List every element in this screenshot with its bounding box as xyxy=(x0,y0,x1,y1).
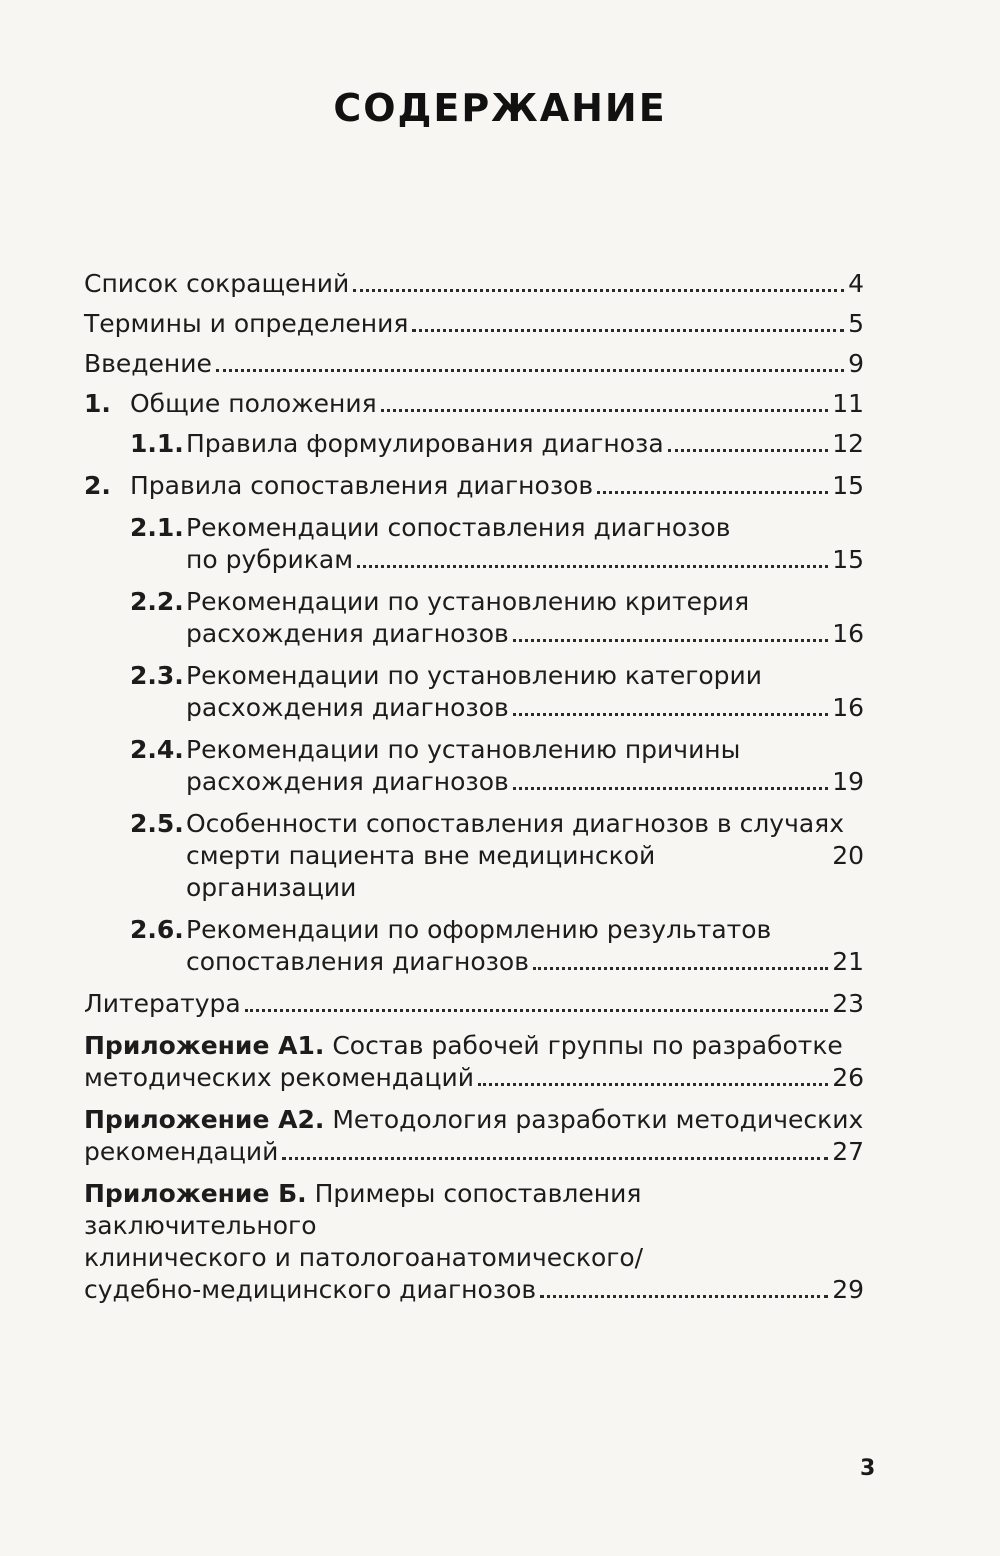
toc-entry-text: Рекомендации по установлению категории xyxy=(186,661,762,690)
toc-entry-text: Методология разработки методических xyxy=(332,1105,864,1134)
toc-entry-abbreviations[interactable] xyxy=(84,268,864,300)
toc-page-number: 27 xyxy=(832,1137,864,1166)
appendix-label: Приложение А1. xyxy=(84,1031,325,1060)
toc-page-number: 9 xyxy=(848,349,864,378)
toc-page-number: 15 xyxy=(832,545,864,574)
toc-page-number: 4 xyxy=(848,269,864,298)
dot-leader xyxy=(478,1083,828,1086)
page-title: СОДЕРЖАНИЕ xyxy=(333,86,667,130)
toc-entry-text: Примеры сопоставления заключительного xyxy=(84,1179,642,1240)
toc-entry-text: Рекомендации по оформлению результатов xyxy=(186,915,772,944)
toc-entry-text: расхождения диагнозов xyxy=(186,619,509,648)
toc-page-number: 19 xyxy=(832,767,864,796)
toc-entry-text: Рекомендации по установлению критерия xyxy=(186,587,750,616)
toc-entry-text: расхождения диагнозов xyxy=(186,693,509,722)
toc-page-number: 16 xyxy=(832,693,864,722)
toc-entry-section-1-1[interactable] xyxy=(84,428,864,460)
toc-entry-text: Введение xyxy=(84,349,212,378)
toc-entry-text: рекомендаций xyxy=(84,1137,279,1166)
toc-entry-section-2-6[interactable] xyxy=(84,914,864,978)
dot-leader xyxy=(597,491,828,494)
toc-entry-text: Литература xyxy=(84,989,241,1018)
dot-leader xyxy=(245,1009,828,1012)
toc-entry-text: Общие положения xyxy=(130,389,377,418)
dot-leader xyxy=(357,565,828,568)
toc-entry-text: клинического и патологоанатомического/ xyxy=(84,1243,644,1272)
dot-leader xyxy=(381,409,829,412)
toc-section-number: 2.2. xyxy=(130,587,184,616)
toc-page-number: 23 xyxy=(832,989,864,1018)
toc-entry-text: методических рекомендаций xyxy=(84,1063,474,1092)
toc-entry-text: Термины и определения xyxy=(84,309,409,338)
dot-leader xyxy=(282,1157,828,1160)
toc-entry-text: судебно-медицинского диагнозов xyxy=(84,1275,537,1304)
toc-entry-text: Рекомендации сопоставления диагнозов xyxy=(186,513,731,542)
dot-leader xyxy=(513,787,828,790)
toc-entry-section-2-3[interactable] xyxy=(84,660,864,724)
toc-entry-text: Рекомендации по установлению причины xyxy=(186,735,741,764)
toc-section-number: 1. xyxy=(84,389,111,418)
toc-section-number: 2.6. xyxy=(130,915,184,944)
toc-page-number: 29 xyxy=(832,1275,864,1304)
dot-leader xyxy=(216,369,844,372)
toc-page-number: 5 xyxy=(848,309,864,338)
toc-page-number: 20 xyxy=(832,841,864,870)
toc-entry-text: Особенности сопоставления диагнозов в случаях xyxy=(186,809,845,838)
toc-entry-section-2-4[interactable] xyxy=(84,734,864,798)
toc-entry-appendix-a1[interactable] xyxy=(84,1030,864,1094)
toc-entry-terms[interactable] xyxy=(84,308,864,340)
toc-entry-introduction[interactable] xyxy=(84,348,864,380)
toc-entry-text: сопоставления диагнозов xyxy=(186,947,529,976)
toc-section-number: 2. xyxy=(84,471,111,500)
toc-page-number: 21 xyxy=(832,947,864,976)
dot-leader xyxy=(668,449,829,452)
toc-section-number: 2.4. xyxy=(130,735,184,764)
toc-entry-section-1[interactable] xyxy=(84,388,864,420)
toc-entry-text: Правила сопоставления диагнозов xyxy=(130,471,594,500)
toc-entry-appendix-a2[interactable] xyxy=(84,1104,864,1168)
toc-page-number: 15 xyxy=(832,471,864,500)
appendix-label: Приложение Б. xyxy=(84,1179,307,1208)
appendix-label: Приложение А2. xyxy=(84,1105,325,1134)
toc-page-number: 16 xyxy=(832,619,864,648)
toc-section-number: 2.5. xyxy=(130,809,184,838)
toc-entry-section-2[interactable] xyxy=(84,470,864,502)
toc-section-number: 2.3. xyxy=(130,661,184,690)
toc-page-number: 26 xyxy=(832,1063,864,1092)
dot-leader xyxy=(412,329,844,332)
dot-leader xyxy=(540,1295,828,1298)
toc-page-number: 11 xyxy=(832,389,864,418)
dot-leader xyxy=(353,289,844,292)
toc-entry-literature[interactable] xyxy=(84,988,864,1020)
dot-leader xyxy=(533,967,828,970)
toc-entry-text: Правила формулирования диагноза xyxy=(186,429,664,458)
toc-entry-text: Список сокращений xyxy=(84,269,350,298)
toc-section-number: 2.1. xyxy=(130,513,184,542)
toc-entry-text: смерти пациента вне медицинской организации xyxy=(186,841,656,902)
dot-leader xyxy=(513,713,828,716)
dot-leader xyxy=(513,639,828,642)
table-of-contents xyxy=(84,268,864,1306)
toc-entry-section-2-1[interactable] xyxy=(84,512,864,576)
toc-page-number: 12 xyxy=(832,429,864,458)
toc-entry-text: по рубрикам xyxy=(186,545,354,574)
toc-entry-text: Состав рабочей группы по разработке xyxy=(332,1031,843,1060)
toc-entry-section-2-2[interactable] xyxy=(84,586,864,650)
page-number: 3 xyxy=(860,1456,876,1481)
toc-entry-text: расхождения диагнозов xyxy=(186,767,509,796)
toc-entry-section-2-5[interactable] xyxy=(84,808,864,904)
toc-section-number: 1.1. xyxy=(130,429,184,458)
toc-entry-appendix-b[interactable] xyxy=(84,1178,864,1306)
